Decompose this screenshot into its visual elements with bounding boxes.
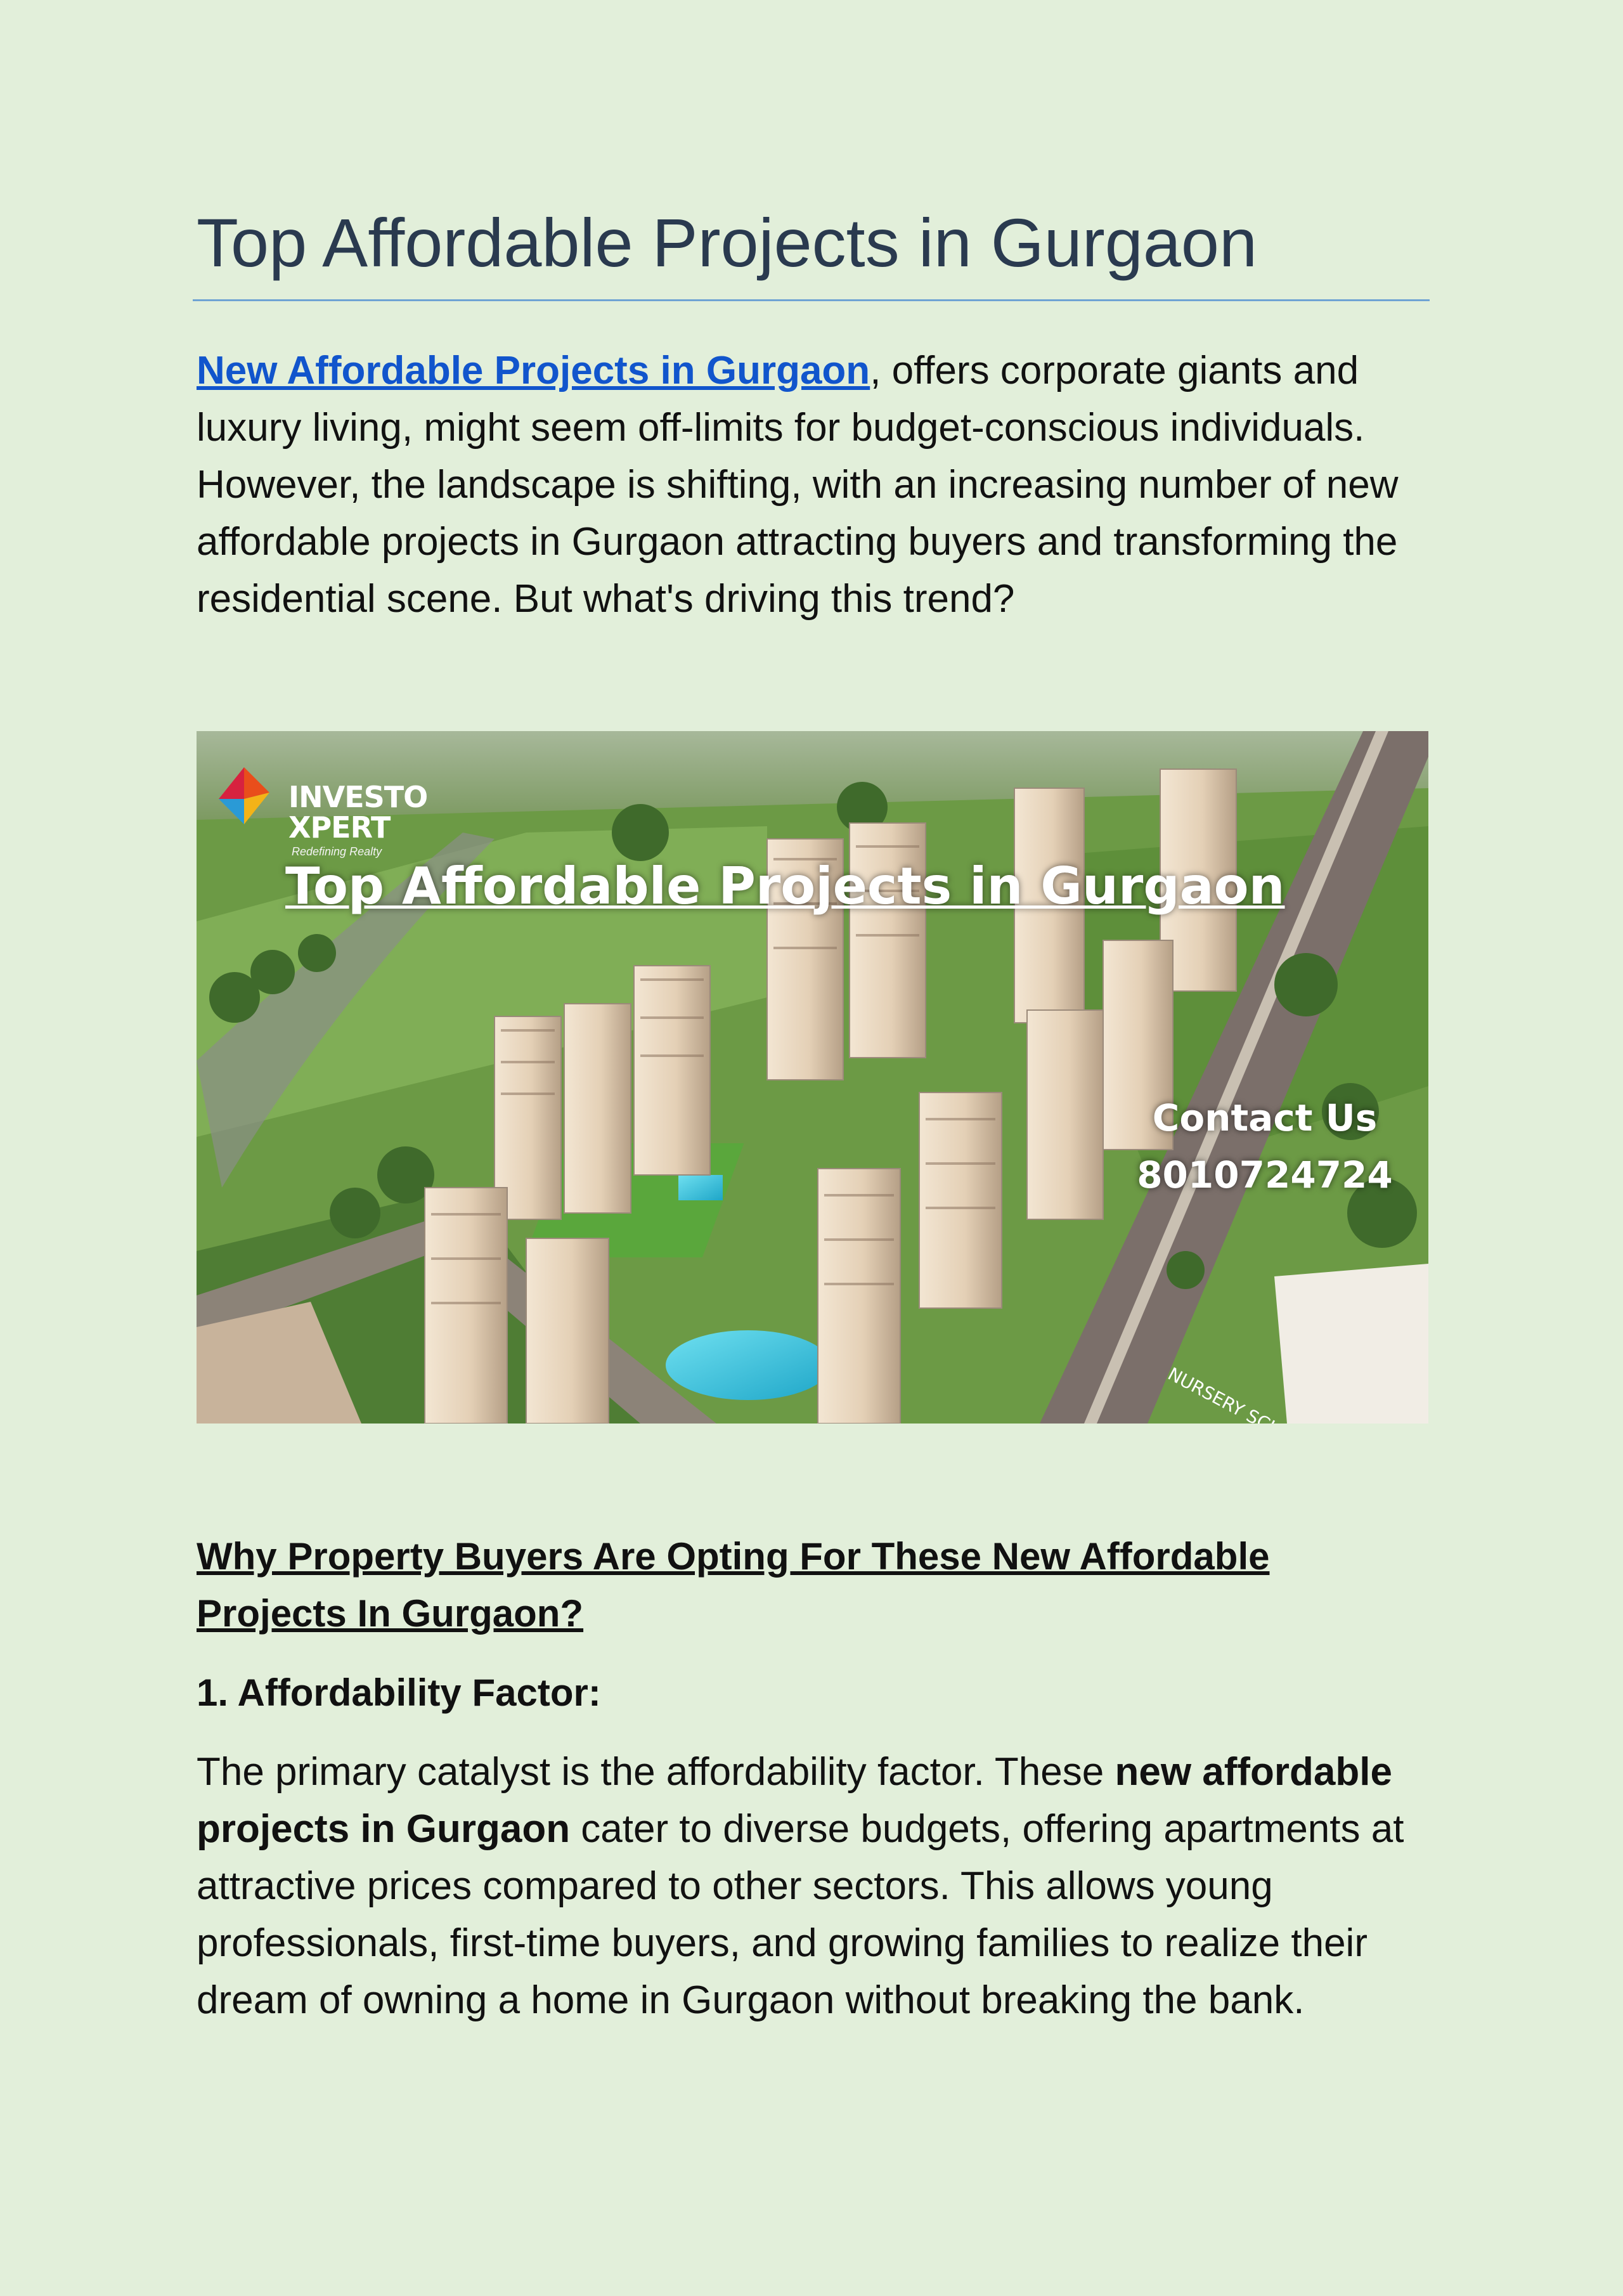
title-divider <box>193 299 1430 301</box>
contact-label: Contact Us <box>1152 1096 1378 1139</box>
sub-heading: 1. Affordability Factor: <box>197 1671 601 1714</box>
logo-mark-icon <box>209 764 279 834</box>
contact-overlay <box>1119 1089 1411 1203</box>
logo-wordmark: INVESTO XPERT <box>288 780 428 845</box>
hero-image <box>197 731 1428 1424</box>
intro-text: , offers corporate giants and luxury living, might seem off-limits for budget-conscious individuals. However, the landscape is shifting, with an increasing number of new affordable projects in Gurgaon attracting buyers and transforming the residential scene. But what's driving this trend? <box>197 349 1399 621</box>
intro-paragraph <box>197 342 1430 628</box>
investo-xpert-logo <box>209 758 428 858</box>
page-title: Top Affordable Projects in Gurgaon <box>197 204 1258 281</box>
section-heading: Why Property Buyers Are Opting For These New Affordable Projects In Gurgaon? <box>197 1535 1270 1635</box>
logo-tagline: Redefining Realty <box>292 845 382 858</box>
bold-keyword: new affordable projects in Gurgaon <box>197 1750 1392 1851</box>
contact-phone: 8010724724 <box>1137 1153 1393 1197</box>
intro-link[interactable]: New Affordable Projects in Gurgaon <box>197 349 870 392</box>
body-paragraph: The primary catalyst is the affordability factor. These new affordable projects in Gurgaon cater to diverse budgets, offering apartments at attractive prices compared to other sectors. This allows young professionals, first-time buyers, and growing families to realize their dream of owning a home in Gurgaon without breaking the bank. <box>197 1750 1404 2022</box>
hero-overlay-title: Top Affordable Projects in Gurgaon <box>285 857 1285 916</box>
